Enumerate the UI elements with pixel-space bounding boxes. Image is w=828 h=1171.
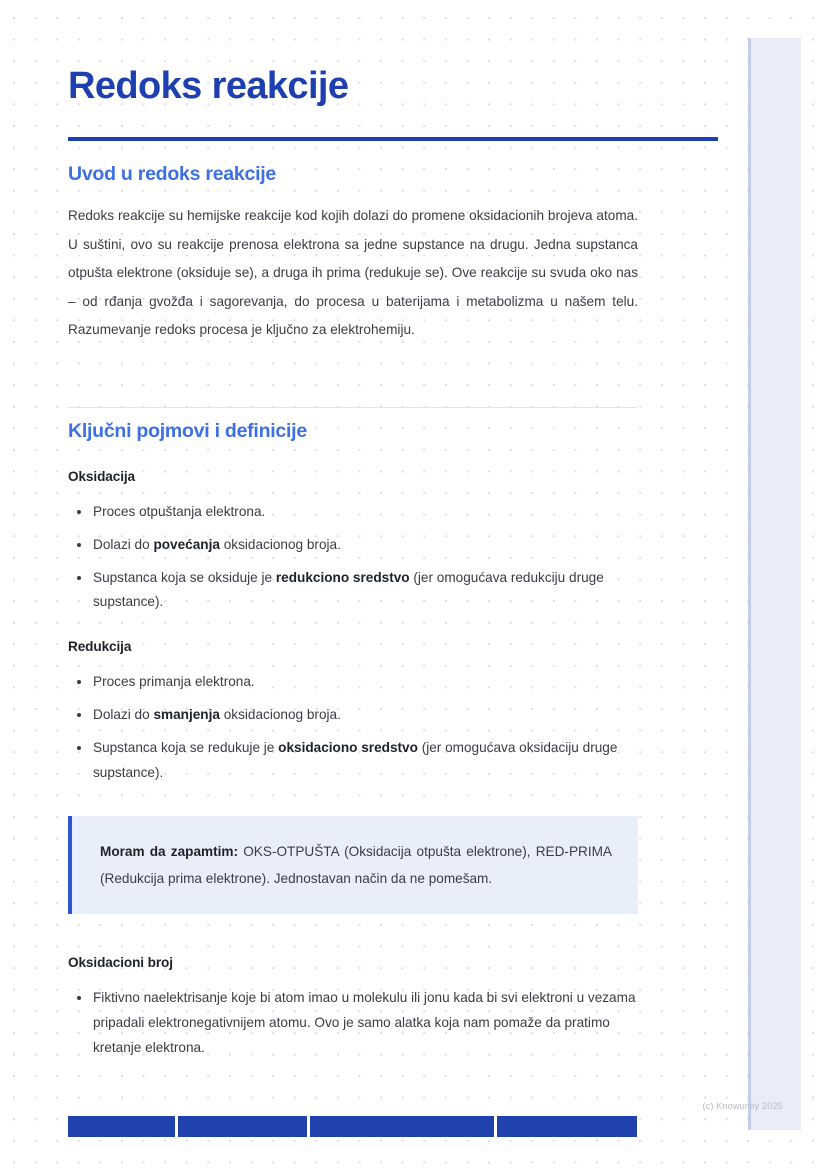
right-margin-strip <box>748 38 801 1130</box>
callout-text <box>100 838 612 892</box>
progress-bar-segment <box>497 1116 637 1137</box>
subheading-redukcija: Redukcija <box>68 639 132 655</box>
intro-paragraph: Redoks reakcije su hemijske reakcije kod kojih dolazi do promene oksidacionih brojeva atoma. U suštini, ovo su reakcije prenosa elektrona sa jedne supstance na drugu. Jedna supstanca otpušta elektrone (oksiduje se), a druga ih prima (redukuje se). Ove reakcije su svuda oko nas – od rđanja gvožđa i sagorevanja, do procesa u baterijama i metabolizma u našem telu. Razumevanje redoks procesa je ključno za elektrohemiju. <box>68 208 638 338</box>
list-item-text-prefix: Proces primanja elektrona. <box>93 674 255 690</box>
footer-copyright: (c) Knowunity 2025 <box>702 1101 783 1111</box>
list-item-text-prefix: Fiktivno naelektrisanje koje bi atom imao u molekulu ili jonu kada bi svi elektroni u vezama pripadali elektronegativnijem atomu. Ovo je samo alatka koja nam pomaže da pratimo kretanje elektrona. <box>93 990 636 1055</box>
subheading-oksidacija: Oksidacija <box>68 469 136 484</box>
callout-label: Moram da zapamtim: <box>100 844 239 860</box>
document-content <box>68 0 638 1061</box>
list-item <box>68 533 638 566</box>
progress-bar-segment <box>68 1116 175 1137</box>
list-item-text-suffix: (jer omogućava oksidaciju druge supstance). <box>93 739 618 780</box>
list-item-text-prefix: Supstanca koja se redukuje je <box>93 739 279 755</box>
list-item-text-prefix: Supstanca koja se oksiduje je <box>93 569 276 585</box>
list-item-text-bold: smanjenja <box>153 706 220 722</box>
list-item <box>68 566 638 616</box>
bullet-list-redukcija <box>68 670 638 785</box>
list-item-text-bold: povećanja <box>153 536 220 552</box>
section-heading-key-terms: Ključni pojmovi i definicije <box>68 420 307 442</box>
progress-bar-segment <box>310 1116 494 1137</box>
list-item-text-bold: oksidaciono sredstvo <box>278 739 418 755</box>
list-item <box>68 736 638 786</box>
list-item-text-suffix: oksidacionog broja. <box>219 536 341 552</box>
callout-remember <box>68 816 638 914</box>
callout-body: OKS-OTPUŠTA (Oksidacija otpušta elektrone), RED-PRIMA (Redukcija prima elektrone). Jednostavan način da ne pomešam. <box>100 844 612 887</box>
list-item-text-bold: redukciono sredstvo <box>275 569 410 585</box>
list-item-text-prefix: Proces otpuštanja elektrona. <box>93 504 266 519</box>
list-item <box>68 500 638 533</box>
list-item-text-suffix: (jer omogućava redukciju druge supstance). <box>93 569 604 610</box>
subheading-oksidacioni-broj: Oksidacioni broj <box>68 955 173 971</box>
list-item-text-prefix: Dolazi do <box>93 536 154 552</box>
page-title: Redoks reakcije <box>68 65 349 107</box>
list-item <box>68 986 638 1060</box>
list-item <box>68 670 638 703</box>
section-heading-intro: Uvod u redoks reakcije <box>68 163 277 186</box>
list-item <box>68 703 638 736</box>
progress-bar <box>68 1116 637 1137</box>
progress-bar-segment <box>178 1116 307 1137</box>
list-item-text-prefix: Dolazi do <box>93 706 154 722</box>
bullet-list-oksidacija <box>68 500 638 615</box>
bullet-list-oksidacioni-broj <box>68 986 638 1060</box>
list-item-text-suffix: oksidacionog broja. <box>219 706 341 722</box>
